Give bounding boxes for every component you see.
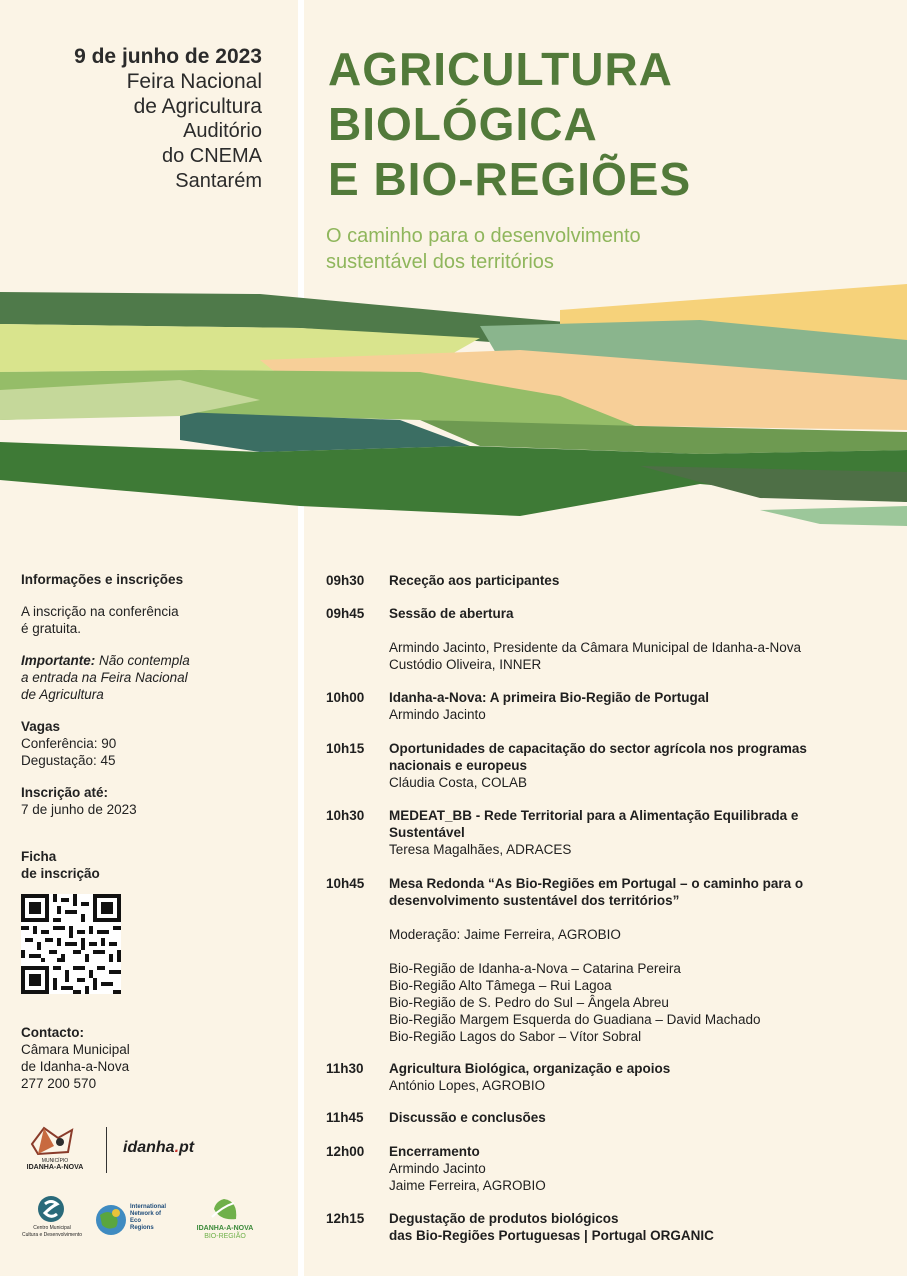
program-speaker: Jaime Ferreira, AGROBIO: [389, 1178, 546, 1193]
program-speaker: Bio-Região Alto Tâmega – Rui Lagoa: [389, 978, 612, 993]
inner-line3: Eco: [130, 1218, 142, 1224]
program-speaker: António Lopes, AGROBIO: [389, 1078, 546, 1093]
form-heading-line1: Ficha: [21, 849, 57, 864]
inner-line1: International: [130, 1204, 167, 1210]
venue-line3: Santarém: [175, 170, 262, 192]
inner-line2: Network of: [130, 1211, 162, 1217]
bio-line2: BIO-REGIÃO: [204, 1233, 246, 1240]
program-speaker: Teresa Magalhães, ADRACES: [389, 842, 572, 857]
program-time: 10h00: [326, 690, 365, 705]
vagas-heading: Vagas: [21, 719, 61, 734]
program-content: [389, 1210, 894, 1244]
title-line2: BIOLÓGICA: [328, 98, 598, 150]
program-session-title: Encerramento: [389, 1144, 480, 1159]
registration-info: [21, 571, 291, 882]
program-content: [389, 1109, 894, 1126]
contact-line2: de Idanha-a-Nova: [21, 1059, 130, 1074]
fair-name-line2: de Agricultura: [133, 95, 262, 118]
contact-info: [21, 1024, 281, 1092]
program-speaker: Moderação: Jaime Ferreira, AGROBIO: [389, 927, 621, 942]
free-line1: A inscrição na conferência: [21, 604, 179, 619]
fair-name-line1: Feira Nacional: [126, 70, 262, 93]
important-label: Importante:: [21, 653, 96, 668]
contact-heading: Contacto:: [21, 1025, 84, 1040]
logo-separator: [106, 1127, 107, 1173]
site-dot: .: [174, 1139, 180, 1156]
bio-regiao-leaf-icon: [208, 1197, 240, 1223]
site-main: idanha: [123, 1139, 175, 1156]
program-session-title: das Bio-Regiões Portuguesas | Portugal ORGANIC: [389, 1228, 714, 1243]
program-time: 10h45: [326, 876, 365, 891]
page-subtitle: [326, 223, 886, 275]
logos-row-bottom: [18, 1195, 288, 1247]
centro-line2: Cultura e Desenvolvimento: [21, 1232, 83, 1238]
important-line3: de Agricultura: [21, 687, 104, 702]
program-speaker: Cláudia Costa, COLAB: [389, 775, 528, 790]
program-time: 09h45: [326, 606, 365, 621]
column-divider: [298, 0, 304, 1276]
program-session-title: Mesa Redonda “As Bio-Regiões em Portugal – o caminho para o: [389, 876, 804, 891]
program-speaker: [389, 622, 894, 639]
program-speaker: Armindo Jacinto: [389, 1161, 486, 1176]
event-date: 9 de junho de 2023: [74, 45, 262, 68]
inner-label: [130, 1204, 166, 1232]
program-time: 12h15: [326, 1211, 365, 1226]
important-line2: a entrada na Feira Nacional: [21, 670, 188, 685]
program-speaker: Bio-Região Lagos do Sabor – Vítor Sobral: [389, 1029, 642, 1044]
info-heading: Informações e inscrições: [21, 572, 184, 587]
important-note: [21, 652, 291, 669]
program-session-title: MEDEAT_BB - Rede Territorial para a Alimentação Equilibrada e: [389, 808, 799, 823]
venue-line1: Auditório: [183, 120, 262, 142]
program-session-title: Idanha-a-Nova: A primeira Bio-Região de Portugal: [389, 690, 710, 705]
program-session-title: desenvolvimento sustentável dos territórios”: [389, 893, 680, 908]
program-speaker: Bio-Região Margem Esquerda do Guadiana – David Machado: [389, 1012, 761, 1027]
program-session-title: Degustação de produtos biológicos: [389, 1211, 619, 1226]
fields-illustration: [0, 280, 907, 550]
program-content: [389, 605, 894, 673]
program-speaker: Custódio Oliveira, INNER: [389, 657, 542, 672]
program-session-title: Sustentável: [389, 825, 465, 840]
program-time: 09h30: [326, 573, 365, 588]
municipio-small-label: MUNICÍPIO: [41, 1158, 69, 1164]
program-speaker: Bio-Região de Idanha-a-Nova – Catarina Pereira: [389, 961, 681, 976]
centro-municipal-logo-icon: [34, 1195, 68, 1223]
page-title: [328, 42, 888, 207]
title-line3: E BIO-REGIÕES: [328, 153, 692, 205]
vagas-conference: Conferência: 90: [21, 736, 117, 751]
program-session-title: Agricultura Biológica, organização e apoios: [389, 1061, 671, 1076]
program-session-title: nacionais e europeus: [389, 758, 528, 773]
program-speaker: [389, 943, 894, 960]
program-speaker: Bio-Região de S. Pedro do Sul – Ângela Abreu: [389, 995, 669, 1010]
program-time: 11h45: [326, 1110, 364, 1125]
program-speaker: Armindo Jacinto: [389, 707, 486, 722]
event-details: [0, 44, 262, 194]
registration-qr-code[interactable]: [21, 894, 121, 994]
venue-line2: do CNEMA: [161, 145, 262, 167]
program-time: 10h15: [326, 741, 365, 756]
deadline-heading: Inscrição até:: [21, 785, 109, 800]
subtitle-line1: O caminho para o desenvolvimento: [326, 225, 641, 247]
program-content: [389, 1060, 894, 1094]
program-time: 12h00: [326, 1144, 365, 1159]
deadline-date: 7 de junho de 2023: [21, 802, 137, 817]
field-band-mint: [760, 506, 907, 526]
site-tld: pt: [179, 1139, 195, 1156]
program-content: [389, 807, 894, 858]
important-line1: Não contempla: [95, 653, 190, 668]
program-session-title: Sessão de abertura: [389, 606, 514, 621]
program-content: [389, 689, 894, 723]
program-session-title: Oportunidades de capacitação do sector agrícola nos programas: [389, 741, 807, 756]
inner-line4: Regions: [130, 1225, 154, 1231]
contact-phone: 277 200 570: [21, 1076, 97, 1091]
program-content: [389, 875, 894, 1045]
program-content: [389, 740, 894, 791]
website-logo: [123, 1139, 194, 1157]
subtitle-line2: sustentável dos territórios: [326, 251, 554, 273]
form-heading-line2: de inscrição: [21, 866, 100, 881]
program-session-title: Discussão e conclusões: [389, 1110, 546, 1125]
title-line1: AGRICULTURA: [328, 43, 673, 95]
program-session-title: Receção aos participantes: [389, 573, 560, 588]
free-line2: é gratuita.: [21, 621, 82, 636]
program-time: 10h30: [326, 808, 365, 823]
vagas-tasting: Degustação: 45: [21, 753, 116, 768]
contact-line1: Câmara Municipal: [21, 1042, 130, 1057]
municipio-name-label: IDANHA-A-NOVA: [26, 1164, 84, 1171]
inner-globe-icon: [94, 1203, 128, 1237]
municipio-logo-icon: [28, 1124, 78, 1158]
program-speaker: [389, 909, 894, 926]
program-speaker: Armindo Jacinto, Presidente da Câmara Municipal de Idanha-a-Nova: [389, 640, 801, 655]
program-time: 11h30: [326, 1061, 364, 1076]
bio-line1: IDANHA-A-NOVA: [196, 1225, 254, 1232]
program-content: [389, 1143, 894, 1194]
program-content: [389, 572, 894, 589]
centro-line1: Centro Municipal: [33, 1225, 71, 1231]
logos-row-top: [20, 1124, 290, 1174]
